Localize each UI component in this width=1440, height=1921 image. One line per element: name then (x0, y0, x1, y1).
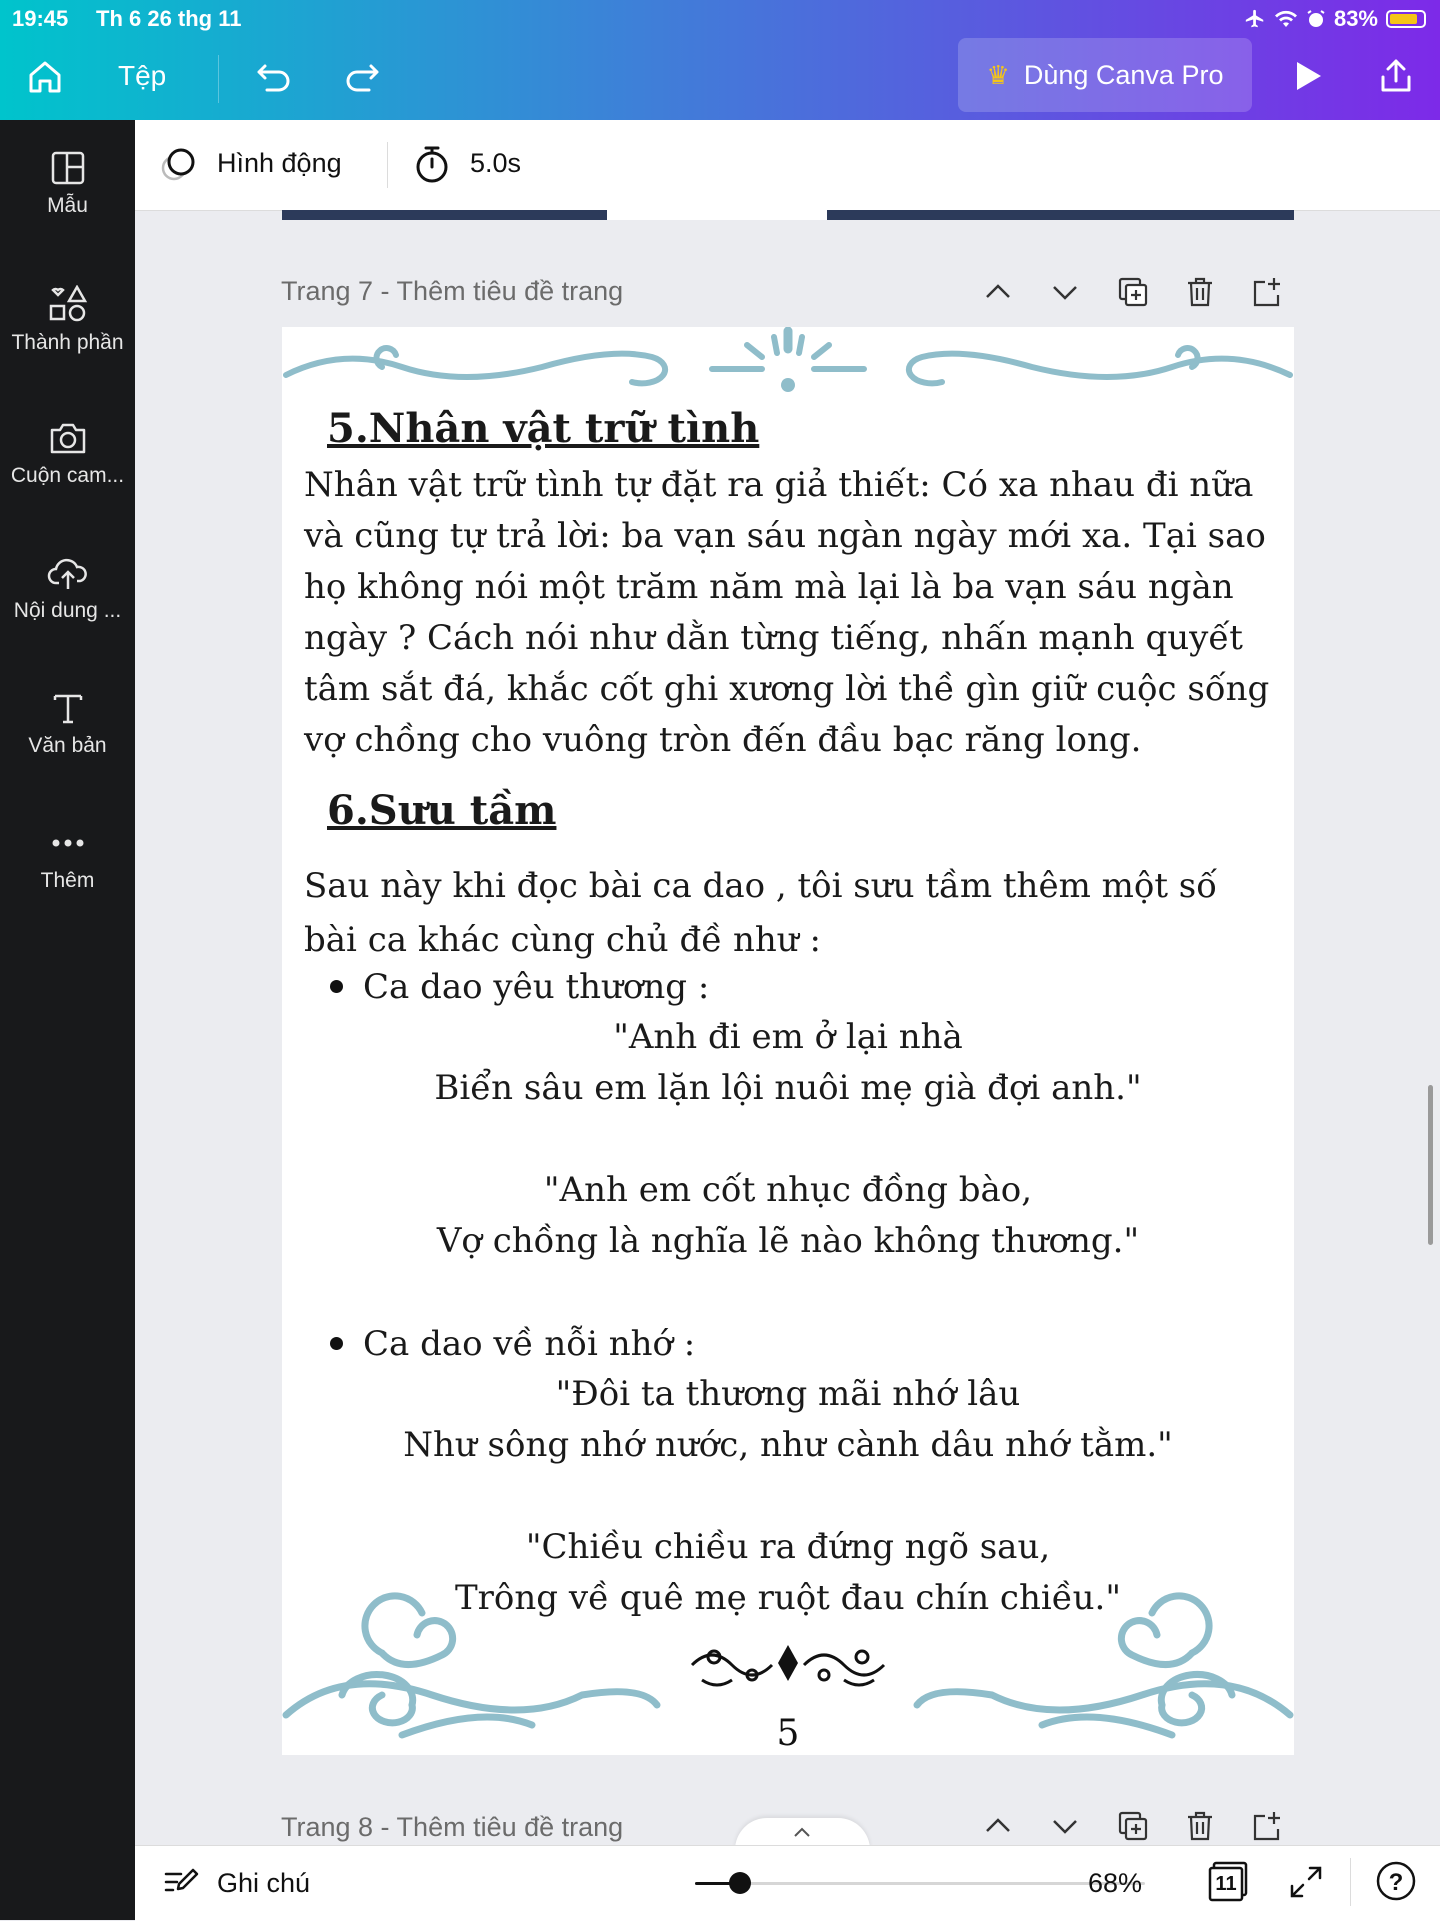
poem-3-line-1: "Đôi ta thương mãi nhớ lâu (555, 1374, 1021, 1414)
sidebar-item-camera-roll[interactable] (0, 420, 135, 530)
poem-2-line-2: Vợ chồng là nghĩa lẽ nào không thương." (436, 1221, 1140, 1261)
redo-button[interactable] (340, 55, 384, 99)
share-button[interactable] (1372, 52, 1420, 100)
duplicate-page-button[interactable] (1113, 272, 1153, 312)
add-page-button[interactable] (1247, 272, 1287, 312)
zoom-slider-handle[interactable] (729, 1872, 751, 1894)
bullet-longing-label: Ca dao về nỗi nhớ : (363, 1324, 696, 1364)
timing-button[interactable] (413, 144, 451, 184)
canva-pro-label: Dùng Canva Pro (1023, 59, 1224, 90)
sidebar-label-elements: Thành phần (11, 331, 124, 354)
delete-page-button[interactable] (1180, 272, 1220, 312)
template-icon (50, 150, 86, 186)
page-grid-button[interactable] (1207, 1860, 1249, 1902)
svg-text:?: ? (1388, 1869, 1404, 1896)
bullet-love-folk (330, 967, 709, 1007)
duplicate-icon (1117, 276, 1149, 308)
heading-5: 5.Nhân vật trữ tình (327, 405, 760, 452)
duplicate-icon (1117, 1810, 1149, 1842)
bullet-longing-folk (330, 1324, 695, 1364)
bottom-toolbar (135, 1845, 1440, 1921)
page-number: 5 (776, 1713, 800, 1754)
redo-icon (343, 61, 381, 93)
home-icon (26, 58, 64, 96)
battery-percent: 83% (1333, 6, 1378, 31)
vertical-scrollbar[interactable] (1428, 1085, 1433, 1245)
expand-icon (1288, 1864, 1324, 1900)
notes-icon (163, 1866, 199, 1900)
crown-icon: ♛ (986, 59, 1010, 90)
page7-title[interactable]: Trang 7 - Thêm tiêu đề trang (281, 276, 624, 306)
notes-button-icon-wrap[interactable] (163, 1866, 199, 1905)
zoom-slider[interactable] (695, 1882, 1145, 1885)
sidebar-label-camera-roll: Cuộn cam... (10, 464, 125, 487)
undo-button[interactable] (252, 55, 296, 99)
trash-icon (1185, 276, 1215, 308)
status-time: 19:45 (12, 6, 69, 31)
airplane-icon (1244, 8, 1266, 30)
trash-icon (1185, 1810, 1215, 1842)
poem-3-line-2: Như sông nhớ nước, như cành dâu nhớ tằm." (403, 1425, 1173, 1465)
top-ornament-icon (282, 327, 1294, 407)
stopwatch-icon (413, 144, 451, 184)
notes-button[interactable]: Ghi chú (217, 1868, 311, 1898)
duration-value[interactable]: 5.0s (470, 148, 522, 178)
camera-icon (48, 420, 88, 456)
sidebar-label-templates: Mẫu (47, 194, 88, 217)
paragraph-6 (304, 859, 1217, 967)
page8-title[interactable]: Trang 8 - Thêm tiêu đề trang (281, 1812, 624, 1842)
add-page-icon (1251, 276, 1283, 308)
page7-canvas[interactable] (282, 327, 1294, 1755)
page8-add-button[interactable] (1247, 1806, 1287, 1846)
paragraph-5-line: và cũng tự trả lời: ba vạn sáu ngàn ngày mới xa. Tại sao (304, 516, 1266, 556)
present-button[interactable] (1286, 54, 1330, 98)
sidebar-item-uploads[interactable] (0, 555, 135, 665)
chevron-up-icon (984, 282, 1012, 302)
page-down-button[interactable] (1045, 272, 1085, 312)
file-menu-button[interactable]: Tệp (118, 60, 167, 91)
text-icon (50, 690, 86, 726)
paragraph-5-line: tâm sắt đá, khắc cốt ghi xương lời thề gìn giữ cuộc sống (304, 669, 1270, 709)
bullet-love-label: Ca dao yêu thương : (363, 967, 710, 1007)
paragraph-5-line: ngày ? Cách nói như dằn từng tiếng, nhấn mạnh quyết (304, 618, 1243, 658)
paragraph-5 (304, 460, 1269, 766)
chevron-up-icon (793, 1826, 811, 1838)
sidebar-item-elements[interactable] (0, 285, 135, 395)
status-date: Th 6 26 thg 11 (96, 6, 242, 31)
page8-up-button[interactable] (978, 1806, 1018, 1846)
page8-delete-button[interactable] (1180, 1806, 1220, 1846)
heading-6: 6.Sưu tầm (327, 787, 557, 834)
fullscreen-button[interactable] (1288, 1864, 1324, 1900)
paragraph-6-line: bài ca khác cùng chủ đề như : (304, 920, 821, 960)
poem-4-line-2: Trông về quê mẹ ruột đau chín chiều." (455, 1578, 1121, 1618)
help-icon (1375, 1860, 1417, 1902)
paragraph-5-line: vợ chồng cho vuông tròn đến đầu bạc răng long. (304, 720, 1142, 760)
battery-icon (1386, 10, 1426, 28)
paragraph-5-line: họ không nói một trăm năm mà lại là ba vạn sáu ngàn (304, 567, 1234, 607)
paragraph-5-line: Nhân vật trữ tình tự đặt ra giả thiết: Có xa nhau đi nữa (304, 465, 1254, 505)
chevron-down-icon (1051, 1816, 1079, 1836)
sidebar-item-templates[interactable] (0, 150, 135, 260)
sidebar-item-more[interactable] (0, 825, 135, 935)
sidebar-label-more: Thêm (40, 869, 95, 892)
bullet-dot (330, 1337, 343, 1350)
page8-down-button[interactable] (1045, 1806, 1085, 1846)
context-toolbar (135, 120, 1440, 211)
animate-button-icon-wrap[interactable] (159, 144, 199, 184)
animation-icon (159, 144, 199, 184)
help-button[interactable] (1375, 1860, 1417, 1902)
wifi-icon (1274, 9, 1298, 29)
poem-2-line-1: "Anh em cốt nhục đồng bào, (543, 1170, 1033, 1210)
sidebar-label-uploads: Nội dung ... (13, 599, 122, 622)
page-count: 11 (1215, 1872, 1237, 1895)
chevron-down-icon (1051, 282, 1079, 302)
chevron-up-icon (984, 1816, 1012, 1836)
animate-button[interactable]: Hình động (217, 148, 342, 178)
zoom-level[interactable]: 68% (1088, 1868, 1143, 1898)
undo-icon (255, 61, 293, 93)
status-bar (0, 0, 1440, 36)
sidebar-label-text: Văn bản (28, 734, 107, 757)
sidebar (0, 120, 135, 1920)
share-upload-icon (1377, 57, 1415, 95)
page8-duplicate-button[interactable] (1113, 1806, 1153, 1846)
add-page-icon (1251, 1810, 1283, 1842)
sidebar-item-text[interactable] (0, 690, 135, 800)
bottom-ornament-icon (282, 1585, 1294, 1755)
poem-1-line-1: "Anh đi em ở lại nhà (613, 1017, 963, 1057)
poem-4-line-1: "Chiều chiều ra đứng ngõ sau, (525, 1527, 1051, 1567)
previous-page-edge (282, 210, 1294, 220)
more-icon (48, 825, 88, 861)
alarm-icon (1306, 9, 1326, 29)
canva-pro-button[interactable] (958, 38, 1252, 112)
upload-cloud-icon (47, 555, 89, 591)
play-icon (1293, 60, 1323, 92)
elements-icon (48, 285, 88, 323)
top-toolbar (0, 0, 1440, 120)
home-button[interactable] (20, 52, 70, 102)
page-up-button[interactable] (978, 272, 1018, 312)
paragraph-6-line: Sau này khi đọc bài ca dao , tôi sưu tầm thêm một số (304, 866, 1218, 906)
poem-1-line-2: Biển sâu em lặn lội nuôi mẹ già đợi anh." (434, 1068, 1142, 1108)
status-right (1244, 6, 1426, 32)
bullet-dot (330, 980, 343, 993)
